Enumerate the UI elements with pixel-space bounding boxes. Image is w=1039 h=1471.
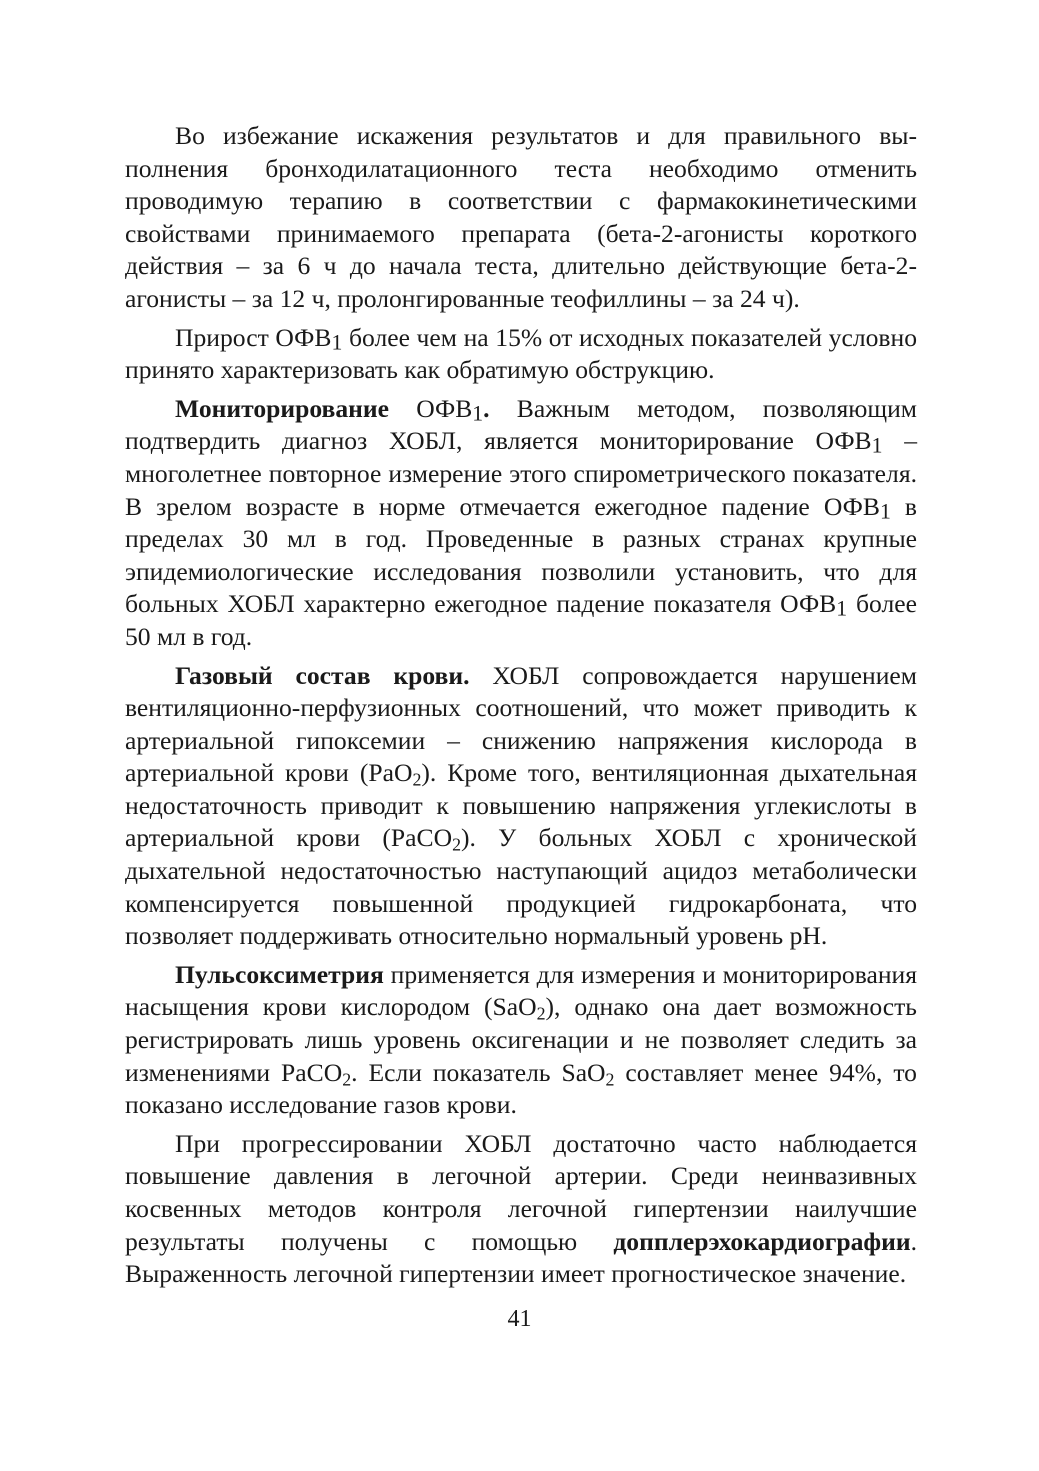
bold-term: Мониторирование [175, 393, 389, 423]
text-run: более 50 мл в год. [125, 589, 917, 651]
index-number: 1 [836, 596, 848, 621]
bold-term: Газовый состав крови. [175, 660, 470, 690]
index-number: 1 [331, 329, 343, 354]
paragraph [125, 393, 917, 654]
subscript: 2 [342, 1069, 352, 1090]
paragraph [125, 120, 917, 316]
text-run: . Выраженность легочной гипертензии имеет прогностическое значение. [125, 1226, 917, 1289]
subscript: 2 [605, 1069, 615, 1090]
text-run: применяется для измерения и мониторирования насыщения крови кислородом (SaO [125, 959, 917, 1022]
text-run: более чем на 15% от исходных показателей условно принято характеризовать как обратимую обструкцию. [125, 322, 917, 385]
paragraph [125, 660, 917, 953]
page-body [125, 120, 917, 1297]
bold-term: Пульсоксиметрия [175, 959, 384, 989]
index-number: 1 [879, 498, 891, 523]
text-run: – многолетнее повторное измерение этого спирометрического показателя. В зрелом возрасте в норме отмечается ежегодное падение ОФВ [125, 426, 918, 521]
text-run: составляет менее 94%, то показано исследование газов крови. [125, 1057, 917, 1120]
index-number: 1 [472, 401, 484, 425]
paragraph [125, 959, 917, 1122]
text-run: ). У больных ХОБЛ с хронической дыхательной недостаточностью наступающий ацидоз метаболически компенсируется повышенной продукцией гидрокарбоната, что позволяет поддерживать относительно нормальный уровень pH. [125, 823, 918, 951]
text-run: Прирост ОФВ [175, 322, 332, 352]
text-run: ОФВ [389, 393, 473, 423]
index-number: 1 [871, 433, 883, 458]
text-run: ). Кроме того, вентиляционная дыхательная недостаточность приводит к повышению напряжения углекислоты в артериальной крови (PaCO [125, 758, 917, 853]
text-run: в пределах 30 мл в год. Проведенные в разных странах крупные эпидемиологические исследования позволили установить, что для больных ХОБЛ характерно ежегодное падение показателя ОФВ [125, 491, 917, 619]
text-run: Важным методом, позволяющим подтвердить диагноз ХОБЛ, является мониторирование ОФВ [125, 393, 917, 456]
text-run: Во избежание искажения результатов и для правильного выполнения бронходилатационного теста необходимо отменить проводимую терапию в соответствии с фармакокинетическими свойствами принимаемого препарата (бета-2-агонисты короткого действия – за 6 ч до начала теста, длительно действующие бета-2-агонисты – за 12 ч, пролонгированные теофиллины – за 24 ч). [125, 121, 917, 313]
bold-term: . [483, 393, 490, 423]
paragraph [125, 322, 917, 387]
subscript: 2 [452, 834, 462, 855]
paragraph [125, 1128, 917, 1291]
page-number: 41 [507, 1306, 532, 1332]
text-run: . Если показатель SaO [351, 1057, 606, 1087]
text-run: ), однако она дает возможность регистрировать лишь уровень оксигенации и не позволяет следить за изменениями PaCO [125, 992, 917, 1087]
subscript: 2 [536, 1003, 546, 1024]
text-run: ХОБЛ сопровождается нарушением вентиляционно-перфузионных соотношений, что может приводить к артериальной гипоксемии – снижению напряжения кислорода в артериальной крови (PaO [125, 660, 917, 788]
text-run: При прогрессировании ХОБЛ достаточно часто наблюдается повышение давления в легочной артерии. Среди неинвазивных косвенных методов контроля легочной гипертензии наилучшие результаты получены с помощью [125, 1128, 917, 1256]
subscript: 2 [412, 769, 422, 790]
bold-term: допплерэхокардиографии [613, 1226, 911, 1256]
